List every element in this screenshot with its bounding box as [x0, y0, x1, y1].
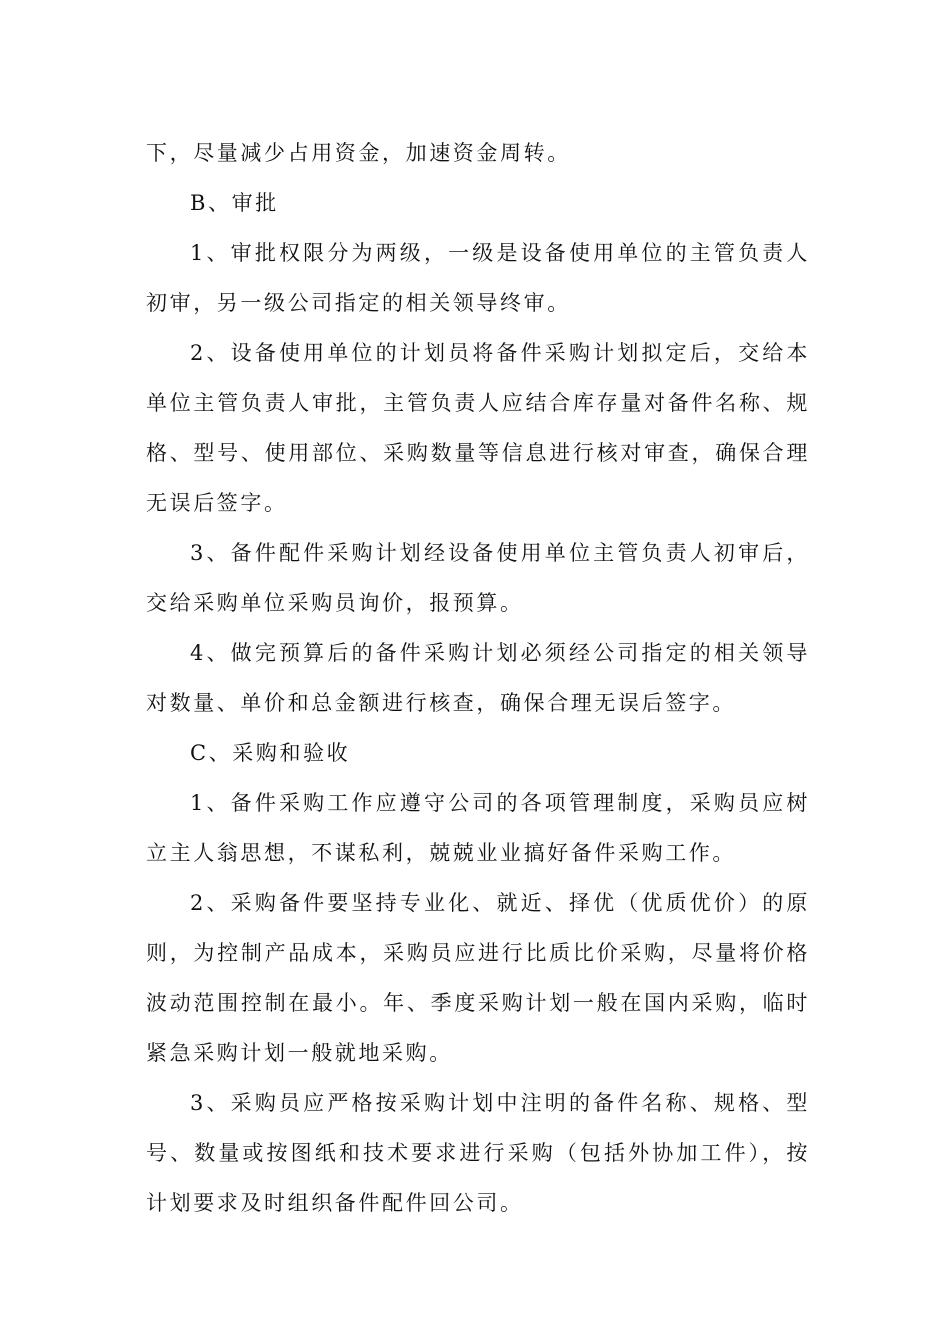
continuation-paragraph: 下，尽量减少占用资金，加速资金周转。: [146, 141, 571, 165]
procurement-item-1: 1、备件采购工作应遵守公司的各项管理制度，采购员应树立主人翁思想，不谋私利，兢兢业业搞好备件采购工作。: [146, 791, 810, 865]
section-heading-procurement: C、采购和验收: [190, 741, 351, 765]
section-heading-approval: B、审批: [190, 191, 279, 215]
procurement-item-2: 2、采购备件要坚持专业化、就近、择优（优质优价）的原则，为控制产品成本，采购员应进行比质比价采购，尽量将价格波动范围控制在最小。年、季度采购计划一般在国内采购，临时紧急采购计划一般就地采购。: [146, 891, 810, 1065]
procurement-item-3: 3、采购员应严格按采购计划中注明的备件名称、规格、型号、数量或按图纸和技术要求进行采购（包括外协加工件），按计划要求及时组织备件配件回公司。: [146, 1091, 810, 1215]
approval-item-3: 3、备件配件采购计划经设备使用单位主管负责人初审后，交给采购单位采购员询价，报预算。: [146, 541, 810, 615]
approval-item-2: 2、设备使用单位的计划员将备件采购计划拟定后，交给本单位主管负责人审批，主管负责人应结合库存量对备件名称、规格、型号、使用部位、采购数量等信息进行核对审查，确保合理无误后签字。: [146, 341, 810, 515]
approval-item-1: 1、审批权限分为两级，一级是设备使用单位的主管负责人初审，另一级公司指定的相关领导终审。: [146, 241, 810, 315]
approval-item-4: 4、做完预算后的备件采购计划必须经公司指定的相关领导对数量、单价和总金额进行核查，确保合理无误后签字。: [146, 641, 810, 715]
document-body: [146, 128, 810, 1228]
